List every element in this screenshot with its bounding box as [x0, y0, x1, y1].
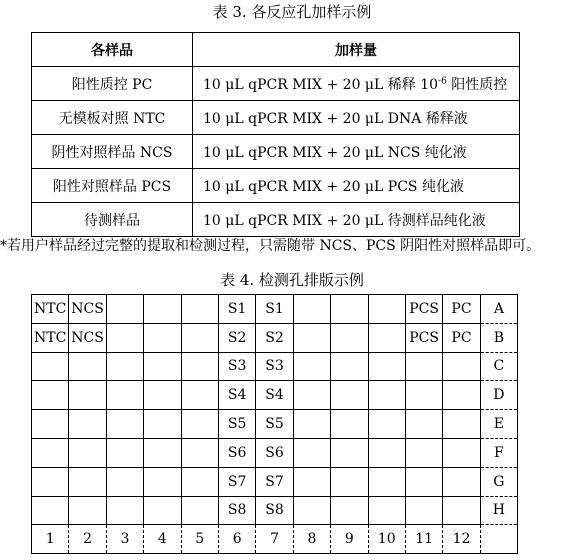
well-cell: [293, 496, 330, 525]
well-cell: [405, 381, 442, 410]
plate-row: [32, 295, 518, 324]
well-cell: S3: [218, 352, 255, 381]
plate-row: [32, 323, 518, 352]
well-cell: [32, 381, 69, 410]
well-cell: S8: [256, 496, 293, 525]
table-row: [32, 101, 520, 135]
well-cell: [181, 467, 218, 496]
well-cell: [405, 352, 442, 381]
column-label: 10: [368, 525, 405, 554]
well-cell: S4: [256, 381, 293, 410]
column-label-row: [32, 525, 518, 554]
well-cell: S1: [218, 295, 255, 324]
well-cell: [181, 352, 218, 381]
well-cell: S8: [218, 496, 255, 525]
well-cell: [181, 295, 218, 324]
well-cell: PC: [443, 323, 480, 352]
plate-row: [32, 496, 518, 525]
well-cell: [144, 410, 181, 439]
well-cell: [144, 295, 181, 324]
row-label: G: [480, 467, 517, 496]
well-cell: [106, 295, 143, 324]
well-cell: [293, 352, 330, 381]
well-cell: S5: [218, 410, 255, 439]
row-label: D: [480, 381, 517, 410]
well-cell: [368, 323, 405, 352]
row-label: B: [480, 323, 517, 352]
column-label: 9: [331, 525, 368, 554]
well-cell: S7: [256, 467, 293, 496]
well-cell: [144, 496, 181, 525]
column-label: 4: [144, 525, 181, 554]
amount-cell: 10 μL qPCR MIX + 20 μL PCS 纯化液: [193, 169, 520, 203]
sample-cell: 阳性质控 PC: [32, 67, 193, 101]
well-cell: [106, 467, 143, 496]
well-cell: [331, 438, 368, 467]
sample-cell: 无模板对照 NTC: [32, 101, 193, 135]
column-label: 8: [293, 525, 330, 554]
well-cell: PC: [443, 295, 480, 324]
well-cell: NTC: [32, 295, 69, 324]
well-cell: [293, 323, 330, 352]
well-cell: [69, 381, 106, 410]
well-cell: PCS: [405, 295, 442, 324]
well-cell: [144, 323, 181, 352]
well-cell: [32, 410, 69, 439]
well-cell: S2: [256, 323, 293, 352]
well-cell: S1: [256, 295, 293, 324]
well-cell: [331, 467, 368, 496]
well-cell: [181, 323, 218, 352]
well-cell: S2: [218, 323, 255, 352]
well-cell: [32, 352, 69, 381]
well-cell: [106, 410, 143, 439]
corner-cell: [480, 525, 517, 554]
well-cell: [106, 496, 143, 525]
well-cell: [405, 410, 442, 439]
well-cell: NCS: [69, 323, 106, 352]
well-cell: [144, 381, 181, 410]
column-label: 2: [69, 525, 106, 554]
table-row: [32, 169, 520, 203]
well-cell: [331, 323, 368, 352]
well-cell: [443, 438, 480, 467]
well-cell: [106, 352, 143, 381]
well-cell: [331, 496, 368, 525]
plate-row: [32, 352, 518, 381]
well-cell: [293, 467, 330, 496]
table3-caption: 表 3. 各反应孔加样示例: [212, 3, 372, 21]
well-cell: S4: [218, 381, 255, 410]
well-cell: [69, 352, 106, 381]
table3-header-amount: 加样量: [193, 33, 520, 67]
exponent: -6: [438, 75, 447, 86]
well-cell: [368, 352, 405, 381]
well-cell: S3: [256, 352, 293, 381]
column-label: 6: [218, 525, 255, 554]
well-cell: [144, 352, 181, 381]
well-cell: [368, 410, 405, 439]
plate-row: [32, 438, 518, 467]
sample-cell: 阳性对照样品 PCS: [32, 169, 193, 203]
plate-row: [32, 381, 518, 410]
well-cell: [106, 323, 143, 352]
row-label: F: [480, 438, 517, 467]
column-label: 1: [32, 525, 69, 554]
column-label: 12: [443, 525, 480, 554]
table-row: [32, 67, 520, 101]
table-row: [32, 203, 520, 237]
well-cell: [443, 381, 480, 410]
column-label: 5: [181, 525, 218, 554]
well-cell: [368, 467, 405, 496]
well-cell: NTC: [32, 323, 69, 352]
well-cell: [181, 410, 218, 439]
well-cell: [293, 438, 330, 467]
well-cell: [144, 467, 181, 496]
well-cell: [293, 381, 330, 410]
well-cell: [69, 496, 106, 525]
sample-cell: 待测样品: [32, 203, 193, 237]
row-label: A: [480, 295, 517, 324]
well-cell: [405, 438, 442, 467]
well-cell: [69, 467, 106, 496]
well-cell: NCS: [69, 295, 106, 324]
well-cell: [331, 410, 368, 439]
well-cell: [443, 352, 480, 381]
sample-cell: 阴性对照样品 NCS: [32, 135, 193, 169]
well-cell: [106, 381, 143, 410]
table3: [31, 32, 520, 237]
column-label: 11: [405, 525, 442, 554]
well-cell: [368, 438, 405, 467]
well-cell: PCS: [405, 323, 442, 352]
well-cell: [181, 438, 218, 467]
well-cell: [443, 467, 480, 496]
row-label: C: [480, 352, 517, 381]
well-cell: [106, 438, 143, 467]
amount-cell: 10 μL qPCR MIX + 20 μL NCS 纯化液: [193, 135, 520, 169]
well-cell: S7: [218, 467, 255, 496]
table4-caption: 表 4. 检测孔排版示例: [220, 271, 364, 289]
well-cell: [405, 496, 442, 525]
well-cell: [443, 496, 480, 525]
well-cell: [32, 438, 69, 467]
row-label: E: [480, 410, 517, 439]
well-cell: [331, 352, 368, 381]
well-cell: [331, 381, 368, 410]
well-cell: [181, 381, 218, 410]
well-cell: [293, 295, 330, 324]
well-cell: [69, 410, 106, 439]
well-cell: [368, 496, 405, 525]
amount-tail: 阳性质控: [446, 76, 508, 93]
footnote: *若用户样品经过完整的提取和检测过程，只需随带 NCS、PCS 阴阳性对照样品即可。: [0, 238, 541, 254]
well-cell: [32, 467, 69, 496]
well-cell: S6: [218, 438, 255, 467]
well-cell: [368, 381, 405, 410]
plate-row: [32, 467, 518, 496]
well-cell: [331, 295, 368, 324]
amount-text: 10 μL qPCR MIX + 20 μL 稀释 10: [203, 76, 439, 93]
column-label: 7: [256, 525, 293, 554]
amount-cell: 10 μL qPCR MIX + 20 μL 待测样品纯化液: [193, 203, 520, 237]
table-row: [32, 135, 520, 169]
table3-header-sample: 各样品: [32, 33, 193, 67]
well-cell: [144, 438, 181, 467]
well-cell: [405, 467, 442, 496]
row-label: H: [480, 496, 517, 525]
well-cell: S5: [256, 410, 293, 439]
plate-layout-table: [31, 294, 518, 554]
well-cell: [293, 410, 330, 439]
well-cell: [443, 410, 480, 439]
table3-header-row: [32, 33, 520, 67]
well-cell: [69, 438, 106, 467]
column-label: 3: [106, 525, 143, 554]
amount-cell: [193, 67, 520, 101]
plate-row: [32, 410, 518, 439]
well-cell: S6: [256, 438, 293, 467]
well-cell: [181, 496, 218, 525]
well-cell: [32, 496, 69, 525]
well-cell: [368, 295, 405, 324]
amount-cell: 10 μL qPCR MIX + 20 μL DNA 稀释液: [193, 101, 520, 135]
